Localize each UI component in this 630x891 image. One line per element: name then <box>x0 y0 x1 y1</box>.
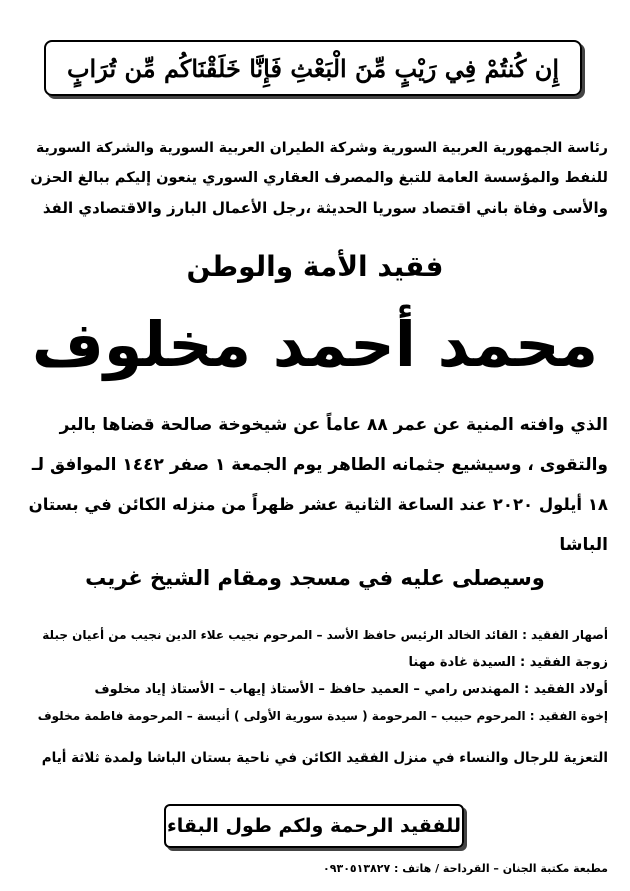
closing-text: للفقيد الرحمة ولكم طول البقاء <box>167 815 461 837</box>
funeral-details <box>22 405 608 565</box>
intro-line: رئاسة الجمهورية العربية السورية وشركة الطيران العربية السورية والشركة السورية <box>36 140 608 156</box>
deceased-name: محمد أحمد مخلوف <box>31 308 599 381</box>
intro-paragraph <box>22 133 608 223</box>
intro-line: والأسى وفاة باني اقتصاد سوريا الحديثة ،رجل الأعمال البارز والاقتصادي الفذ <box>42 199 608 217</box>
quran-verse: إِن كُنتُمْ فِي رَيْبٍ مِّنَ الْبَعْثِ فَإِنَّا خَلَقْنَاكُم مِّن تُرَابٍ <box>66 53 560 83</box>
relatives-line: أصهار الفقيد : القائد الخالد الرئيس حافظ الأسد – المرحوم نجيب علاء الدين نجيب من أعيان جبلة <box>42 628 608 642</box>
funeral-details-line: ١٨ أيلول ٢٠٢٠ عند الساعة الثانية عشر ظهراً من منزله الكائن في بستان <box>28 495 608 514</box>
relatives-list <box>22 622 608 730</box>
closing-box <box>164 804 464 848</box>
condolence-info: التعزية للرجال والنساء في منزل الفقيد الكائن في ناحية بستان الباشا ولمدة ثلاثة أيام <box>41 750 608 766</box>
relatives-line: زوجة الفقيد : السيدة غادة مهنا <box>408 655 608 670</box>
relatives-line: أولاد الفقيد : المهندس رامي – العميد حافظ – الأستاذ إيهاب – الأستاذ إياد مخلوف <box>94 682 608 697</box>
funeral-details-line: والتقوى ، وسيشيع جثمانه الطاهر يوم الجمعة ١ صفر ١٤٤٢ الموافق لـ <box>31 455 608 475</box>
deceased-subtitle: فقيد الأمة والوطن <box>186 250 444 283</box>
intro-line: للنفط والمؤسسة العامة للتبغ والمصرف العقاري السوري ينعون إليكم ببالغ الحزن <box>30 170 608 186</box>
funeral-details-line: الذي وافته المنية عن عمر ٨٨ عاماً عن شيخوخة صالحة قضاها بالبر <box>59 415 608 435</box>
prayer-location: وسيصلى عليه في مسجد ومقام الشيخ غريب <box>85 566 545 590</box>
funeral-details-line: الباشا <box>559 535 608 555</box>
relatives-line: إخوة الفقيد : المرحوم حبيب – المرحومة ( سيدة سورية الأولى ) أنيسة – المرحومة فاطمة مخلوف <box>37 709 608 723</box>
quran-verse-box <box>44 40 582 96</box>
printer-footer: مطبعة مكتبة الجنان – القرداحة / هاتف : ٠٩٣٠٥١٣٨٢٧ <box>323 862 608 875</box>
